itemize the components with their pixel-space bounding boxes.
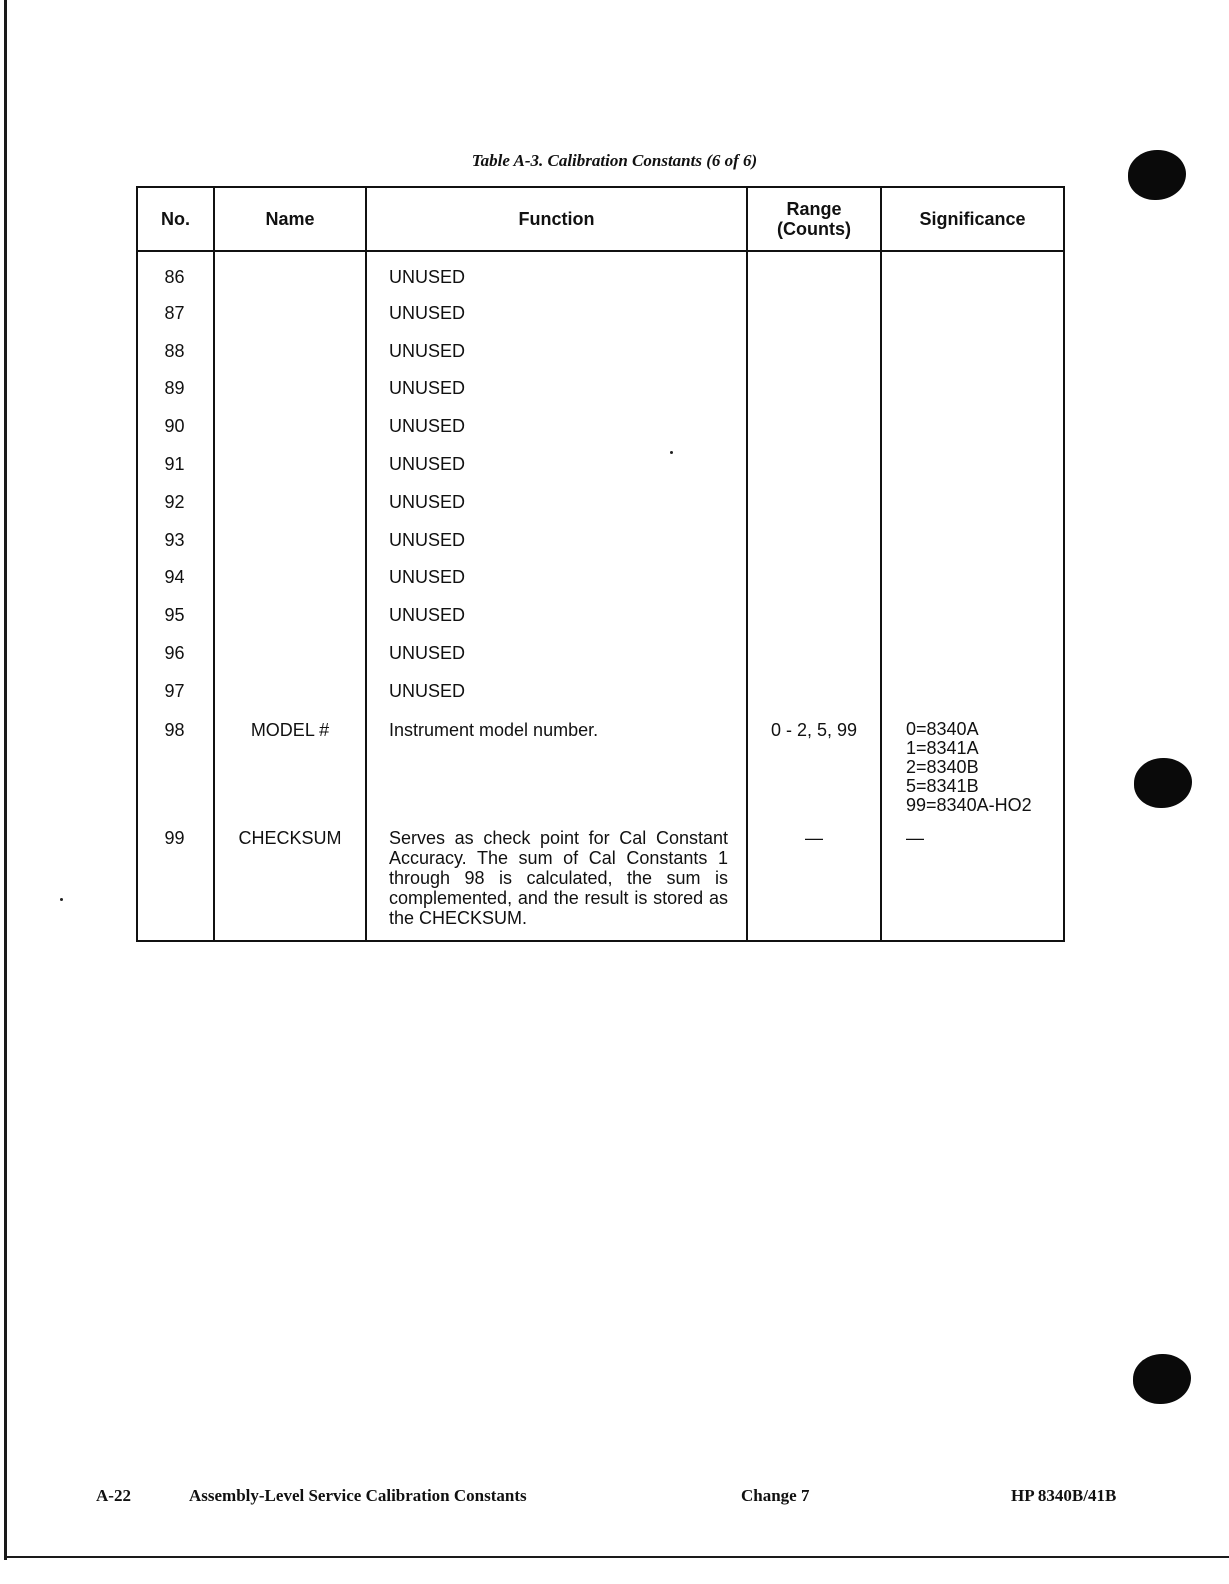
cell-significance <box>881 403 1064 441</box>
cell-significance <box>881 592 1064 630</box>
cell-no-text: 97 <box>164 680 185 701</box>
cell-name-text <box>215 554 365 567</box>
cell-significance-text <box>906 668 1063 681</box>
cell-function <box>366 592 747 630</box>
cell-no-text: 88 <box>164 340 185 361</box>
cell-name <box>214 630 366 668</box>
cell-range <box>747 517 881 555</box>
footer-change: Change 7 <box>741 1486 810 1505</box>
cell-significance-text <box>906 554 1063 567</box>
cell-range <box>747 554 881 592</box>
cell-function-text: UNUSED <box>389 416 466 437</box>
page-bottom-edge <box>4 1556 1229 1558</box>
table-row <box>137 365 1064 403</box>
cell-function <box>366 479 747 517</box>
cell-no-text: 87 <box>164 302 185 323</box>
cell-function <box>366 403 747 441</box>
cell-name <box>214 517 366 555</box>
cell-name-text <box>215 252 365 267</box>
cell-no-text: 86 <box>164 267 185 287</box>
cell-name-text <box>215 479 365 492</box>
table-row <box>137 441 1064 479</box>
cell-no <box>137 403 214 441</box>
header-name: Name <box>214 187 366 251</box>
cell-no-text: 93 <box>164 529 185 550</box>
footer-page-number: A-22 <box>96 1486 131 1505</box>
cell-no <box>137 630 214 668</box>
cell-function <box>366 365 747 403</box>
punch-hole-middle <box>1134 758 1192 808</box>
cell-significance-text <box>906 630 1063 643</box>
cell-no-text: 89 <box>164 378 185 399</box>
cell-function: Instrument model number. <box>389 719 599 740</box>
significance-line: 1=8341A <box>906 737 979 758</box>
cell-function <box>366 290 747 328</box>
table-row <box>137 251 1064 290</box>
cell-range-text <box>748 668 880 681</box>
cell-function-text: UNUSED <box>389 302 466 323</box>
cell-function <box>366 251 747 290</box>
cell-no-text: 92 <box>164 491 185 512</box>
table-row <box>137 328 1064 366</box>
cell-function-text: UNUSED <box>389 340 466 361</box>
cell-name-text <box>215 365 365 378</box>
cell-range-text <box>748 479 880 492</box>
cell-significance <box>881 517 1064 555</box>
table-row <box>137 668 1064 706</box>
cell-no <box>137 251 214 290</box>
cell-significance <box>906 706 1063 815</box>
cell-function-text: UNUSED <box>389 453 466 474</box>
cell-range-text <box>748 441 880 454</box>
cell-significance-text <box>906 592 1063 605</box>
cell-no <box>137 554 214 592</box>
cell-no-text: 91 <box>164 453 185 474</box>
header-significance: Significance <box>881 187 1064 251</box>
cell-significance <box>881 251 1064 290</box>
cell-name <box>214 668 366 706</box>
cell-range: 0 - 2, 5, 99 <box>770 719 858 740</box>
cell-significance <box>881 365 1064 403</box>
header-range-line2: (Counts) <box>777 219 851 239</box>
cell-significance-text <box>906 403 1063 416</box>
table-row <box>137 290 1064 328</box>
cell-range <box>747 365 881 403</box>
cell-function-text: UNUSED <box>389 567 466 588</box>
cell-function-text: UNUSED <box>389 642 466 663</box>
cell-range <box>747 592 881 630</box>
cell-range <box>747 441 881 479</box>
cell-function-text: UNUSED <box>389 680 466 701</box>
cell-name-text <box>215 328 365 341</box>
table-row <box>137 554 1064 592</box>
cell-significance <box>881 290 1064 328</box>
scan-speck <box>60 898 63 901</box>
cell-no: 99 <box>164 827 185 848</box>
cell-significance-text <box>906 328 1063 341</box>
cell-function <box>366 517 747 555</box>
significance-line: 2=8340B <box>906 756 979 777</box>
punch-hole-bottom <box>1133 1354 1191 1404</box>
cell-function-text: UNUSED <box>389 529 466 550</box>
cell-range <box>747 290 881 328</box>
cell-significance <box>881 554 1064 592</box>
table-header-row <box>137 187 1064 251</box>
cell-range-text <box>748 365 880 378</box>
table-row-checksum <box>137 824 1064 941</box>
calibration-constants-table <box>136 186 1063 942</box>
cell-significance <box>881 668 1064 706</box>
cell-range <box>747 630 881 668</box>
cell-name-text <box>215 668 365 681</box>
footer-model: HP 8340B/41B <box>1011 1486 1117 1505</box>
cell-no <box>137 328 214 366</box>
cell-no-text: 90 <box>164 416 185 437</box>
cell-no <box>137 668 214 706</box>
cell-significance-text <box>906 479 1063 492</box>
cell-significance <box>881 441 1064 479</box>
cell-function <box>366 630 747 668</box>
cell-function <box>366 554 747 592</box>
cell-significance-text <box>906 441 1063 454</box>
header-range <box>747 187 881 251</box>
cell-name <box>214 479 366 517</box>
cell-no <box>137 592 214 630</box>
cell-significance <box>881 630 1064 668</box>
cell-name-text <box>215 592 365 605</box>
cell-name: MODEL # <box>250 719 330 740</box>
cell-range-text <box>748 517 880 530</box>
cell-significance-text <box>906 365 1063 378</box>
cell-no: 98 <box>164 719 185 740</box>
cell-range <box>747 479 881 517</box>
table-row <box>137 403 1064 441</box>
significance-line: 0=8340A <box>906 718 979 739</box>
cell-range <box>747 251 881 290</box>
cell-name <box>214 251 366 290</box>
cell-no <box>137 517 214 555</box>
cell-range-text <box>748 403 880 416</box>
footer-section-title: Assembly-Level Service Calibration Constants <box>189 1486 527 1505</box>
cell-function <box>366 668 747 706</box>
table-row <box>137 630 1064 668</box>
cell-range-text <box>748 290 880 303</box>
cell-name <box>214 328 366 366</box>
cell-name-text <box>215 403 365 416</box>
cell-name <box>214 592 366 630</box>
cell-no <box>137 479 214 517</box>
cell-range-text <box>748 592 880 605</box>
cell-range-text <box>748 630 880 643</box>
page-binding-edge <box>4 0 7 1560</box>
table-row <box>137 517 1064 555</box>
cell-significance <box>881 328 1064 366</box>
header-range-line1: Range <box>786 199 842 219</box>
cell-significance-text <box>906 290 1063 303</box>
cell-no-text: 96 <box>164 642 185 663</box>
table-row-model <box>137 706 1064 824</box>
cell-function <box>366 441 747 479</box>
cell-no <box>137 290 214 328</box>
cell-significance: — <box>906 827 924 848</box>
cell-name <box>214 554 366 592</box>
cell-significance-text <box>906 517 1063 530</box>
table-row <box>137 592 1064 630</box>
table-row <box>137 479 1064 517</box>
cell-function: Serves as check point for Cal Constant Accuracy. The sum of Cal Constants 1 through 98 is calculated, the sum is complemented, and the result is stored as the CHECKSUM. <box>389 827 728 928</box>
cell-function-text: UNUSED <box>389 267 466 287</box>
cell-range <box>747 403 881 441</box>
significance-line: 99=8340A-HO2 <box>906 794 1032 815</box>
cell-significance-text <box>906 252 1063 267</box>
cell-no-text: 95 <box>164 605 185 626</box>
cell-name-text <box>215 441 365 454</box>
cell-range <box>747 328 881 366</box>
cell-no <box>137 441 214 479</box>
cell-no <box>137 365 214 403</box>
cell-function-text: UNUSED <box>389 378 466 399</box>
header-no: No. <box>137 187 214 251</box>
cell-range-text <box>748 328 880 341</box>
cell-name-text <box>215 517 365 530</box>
cell-significance <box>881 479 1064 517</box>
cell-name: CHECKSUM <box>238 827 342 848</box>
cell-name <box>214 403 366 441</box>
cell-range-text <box>748 554 880 567</box>
cell-name-text <box>215 630 365 643</box>
cell-name <box>214 290 366 328</box>
table-caption: Table A-3. Calibration Constants (6 of 6) <box>471 151 758 170</box>
cell-function-text: UNUSED <box>389 491 466 512</box>
cell-no-text: 94 <box>164 567 185 588</box>
cell-range <box>747 668 881 706</box>
cell-range: — <box>805 827 823 848</box>
cell-function-text: UNUSED <box>389 605 466 626</box>
header-function: Function <box>366 187 747 251</box>
significance-line: 5=8341B <box>906 775 979 796</box>
cell-name <box>214 441 366 479</box>
cell-range-text <box>748 252 880 267</box>
cell-function <box>366 328 747 366</box>
cell-name-text <box>215 290 365 303</box>
cell-name <box>214 365 366 403</box>
